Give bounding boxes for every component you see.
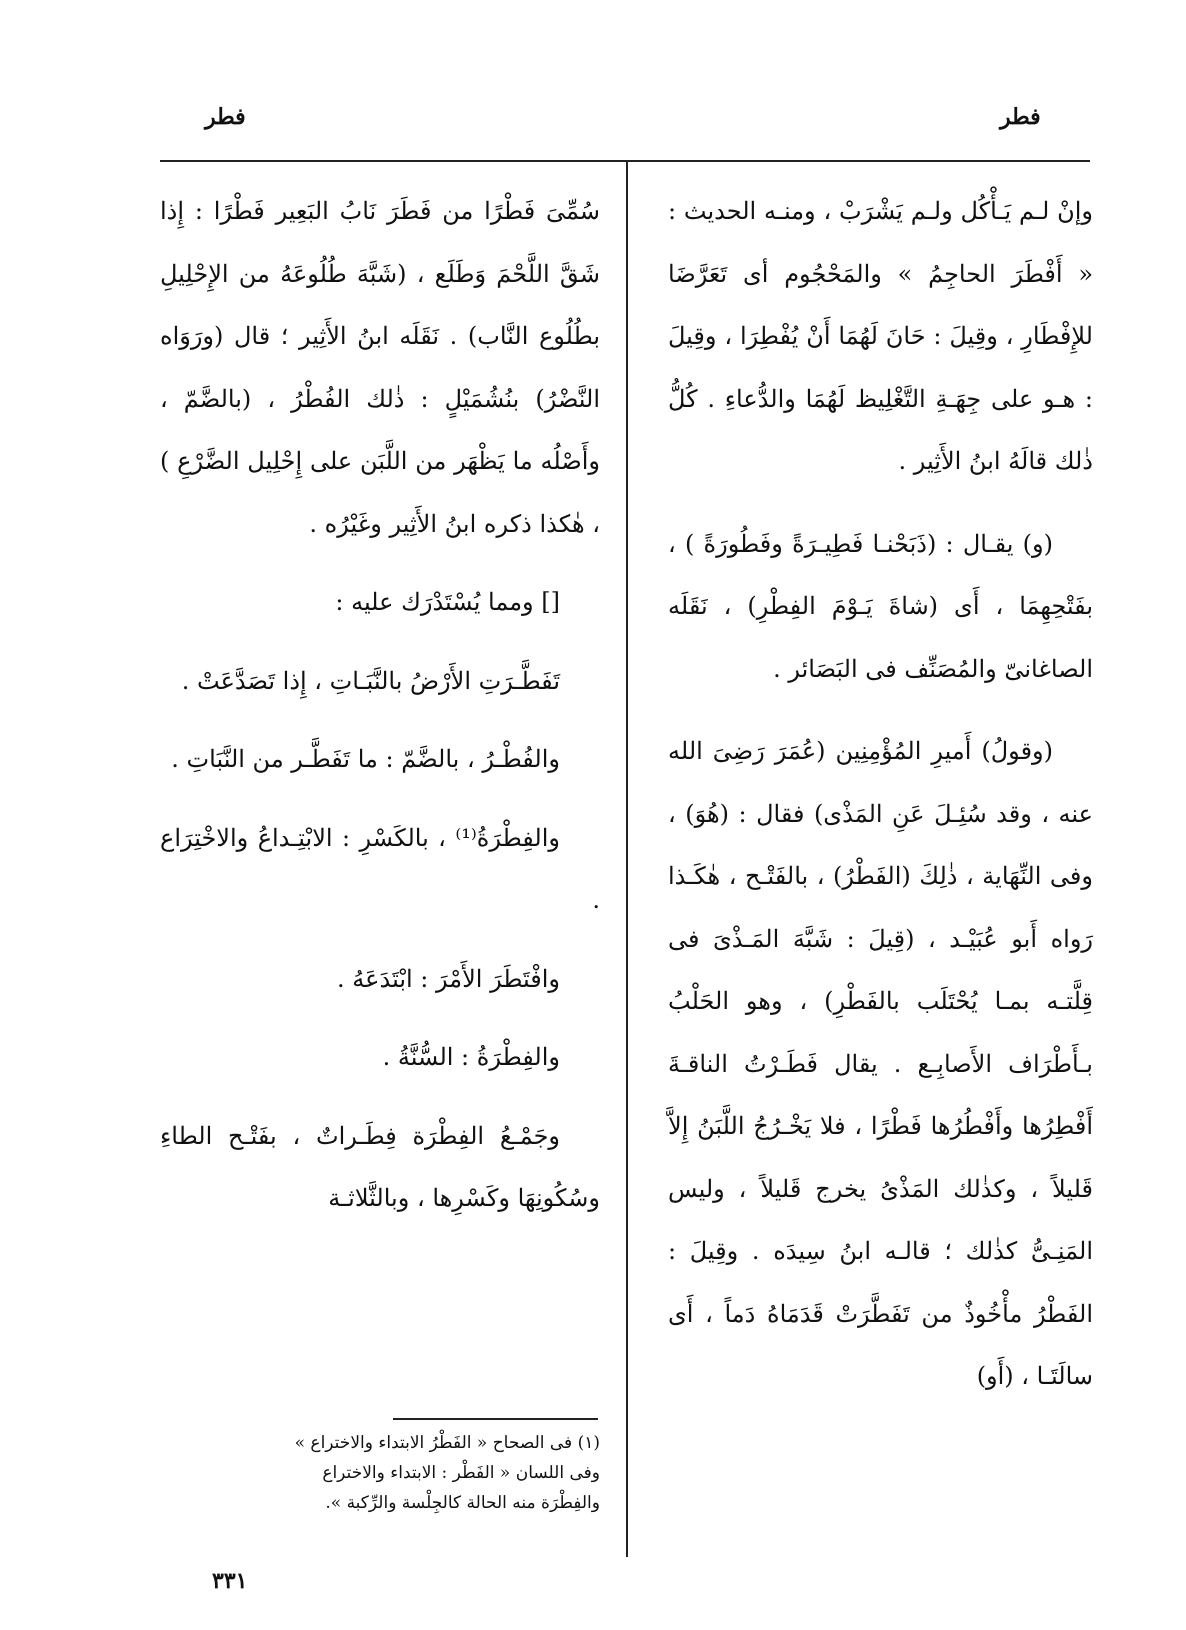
right-paragraph-3: (وقولُ) أَميرِ المُؤْمِنِين (عُمَرَ رَضِىَ الله عنه ، وقد سُئِـلَ عَنِ المَذْى) فقال : (هُوَ) ، وفى النِّهَاية ، ذٰلِكَ (الفَطْرُ) ، بالفَتْـح ، هٰكَـذا رَواه أَبو عُبَيْـد ، (قِيلَ : شَبَّهَ المَـذْىَ فى قِلَّتـه بمـا يُحْتَلَب بالفَطْرِ) ، وهو الحَلْبُ بـأَطْرَاف الأَصابِـع . يقال فَطَـرْتُ الناقـةَ أَفْطِرُها وأَفْطُرُها فَطْرًا ، فلا يَخْـرُجُ اللَّبَنُ إِلاَّ قَليلاً ، وكذٰلك المَذْىُ يخرج قَليلاً ، وليس المَنِـىُّ كذٰلك ؛ قالـه ابنُ سِيدَه . وقِيلَ : الفَطْرُ مأْخُوذٌ من تَفَطَّرَتْ قَدَمَاهُ دَماً ، أَى سالَتَـا ، (أَو) — [668, 737, 1093, 1390]
left-paragraph-8: وجَمْـعُ الفِطْرَة فِطَـراتٌ ، بفَتْـح الطاءِ وسُكُونِهَا وكَسْرِها ، وبالثَّلاثـة — [160, 1121, 600, 1212]
running-head-right: فطر — [1000, 104, 1041, 130]
left-column — [160, 180, 600, 1246]
footnote-line-3: والفِطْرَة منه الحالة كالجِلْسة والرِّكبة ». — [325, 1493, 600, 1513]
footnote-rule — [393, 1418, 598, 1420]
footnote-line-1: (١) فى الصحاح « الفَطْرُ الابتداء والاختراع » — [294, 1433, 600, 1453]
running-head-left: فطر — [205, 104, 246, 130]
left-paragraph-5: والفِطْرَةُ⁽¹⁾ ، بالكَسْرِ : الابْتِـداعُ والاخْتِرَاع . — [160, 823, 600, 914]
header-rule — [160, 160, 1090, 162]
left-paragraph-2: [] ومما يُسْتَدْرَك عليه : — [335, 588, 560, 616]
left-paragraph-6: وافْتَطَرَ الأَمْرَ : ابْتَدَعَهُ . — [337, 964, 560, 993]
left-paragraph-4: والفُطْـرُ ، بالضَّمّ : ما تَفَطَّـر من النَّبَاتِ . — [171, 745, 560, 773]
right-paragraph-1: وإنْ لـم يَـأْكُل ولـم يَشْرَبْ ، ومنـه الحديث : « أَفْطَرَ الحاجِمُ » والمَحْجُوم أى تَعَرَّضَا للإِفْطَارِ ، وقِيلَ : حَانَ لَهُمَا أَنْ يُفْطِرَا ، وقِيلَ : هـو على جِهَـةِ التَّغْلِيظ لَهُمَا والدُّعاءِ . كُلُّ ذٰلك قالَهُ ابنُ الأَثِير . — [668, 197, 1093, 475]
right-column — [668, 180, 1093, 1428]
left-paragraph-1: سُمِّىَ فَطْرًا من فَطَرَ نَابُ البَعِير فَطْرًا : إِذا شَقَّ اللَّحْمَ وَطَلَع ، (شَبَّهَ طُلُوعَهُ من الإِحْلِيلِ بطُلُوع النَّاب) . نَقَلَه ابنُ الأَثِير ؛ قال (ورَوَاه النَّضْرُ) بنُشُمَيْلٍ : ذٰلك الفُطْرُ ، (بالضَّمّ ، وأَصْلُه ما يَظْهَر من اللَّبَن على إِحْلِيل الضَّرْعِ ) ، هٰكذا ذكره ابنُ الأَثِير وغَيْرُه . — [160, 197, 600, 538]
footnote-line-2: وفى اللسان « الفَطْر : الابتداء والاختراع — [322, 1463, 600, 1483]
page-number: ٣٣١ — [212, 1568, 248, 1594]
column-divider — [626, 162, 628, 1557]
right-paragraph-2: (و) يقـال : (ذَبَحْنـا فَطِيـرَةً وفَطُورَةً ) ، بفَتْحِهِمَا ، أَى (شاةَ يَـوْمَ الفِطْرِ) ، نَقَلَه الصاغانىّ والمُصَنِّف فى البَصَائر . — [668, 529, 1093, 683]
footnote — [160, 1428, 600, 1518]
left-paragraph-7: والفِطْرَةُ : السُّنَّةُ . — [382, 1043, 560, 1071]
left-paragraph-3: تَفَطَّـرَتِ الأَرْضُ بالنَّبَـاتِ ، إِذا تَصَدَّعَتْ . — [181, 666, 560, 695]
